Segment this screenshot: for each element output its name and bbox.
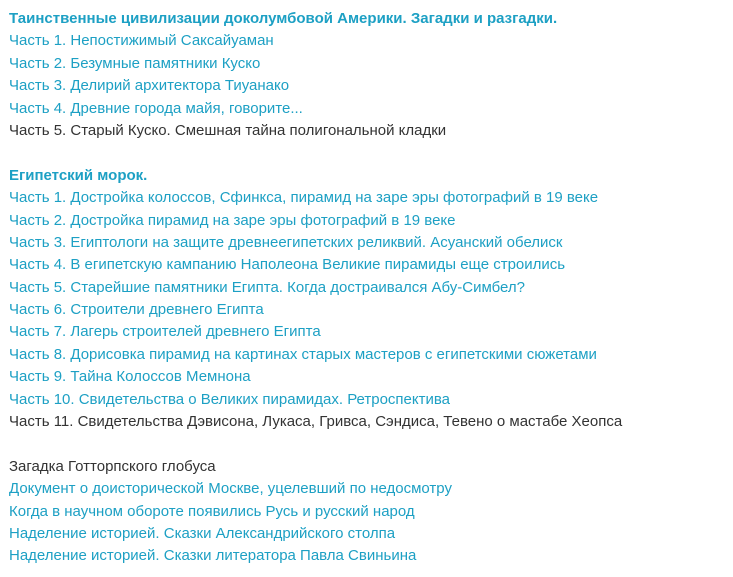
list-item-link[interactable]: Часть 1. Достройка колоссов, Сфинкса, пирамид на заре эры фотографий в 19 веке bbox=[9, 189, 599, 207]
list-item-link[interactable]: Наделение историей. Сказки Александрийского столпа bbox=[9, 524, 396, 542]
list-item-link[interactable]: Часть 10. Свидетельства о Великих пирамидах. Ретроспектива bbox=[9, 390, 451, 408]
list-item-link[interactable]: Часть 1. Непостижимый Саксайуаман bbox=[9, 32, 274, 50]
list-item-current: Часть 11. Свидетельства Дэвисона, Лукаса, Гривса, Сэндиса, Тевено о мастабе Хеопса bbox=[9, 413, 623, 431]
list-item-link[interactable]: Часть 6. Строители древнего Египта bbox=[9, 301, 264, 319]
list-item-link[interactable]: Часть 3. Египтологи на защите древнеегипетских реликвий. Асуанский обелиск bbox=[9, 233, 563, 251]
list-item-link[interactable]: Часть 2. Безумные памятники Куско bbox=[9, 54, 261, 72]
list-item-link[interactable]: Часть 5. Старейшие памятники Египта. Когда достраивался Абу-Симбел? bbox=[9, 278, 525, 296]
list-item-link[interactable]: Часть 4. Древние города майя, говорите... bbox=[9, 99, 303, 117]
section-title-pre-columbian: Таинственные цивилизации доколумбовой Америки. Загадки и разгадки. bbox=[9, 10, 558, 27]
list-item-link[interactable]: Документ о доисторической Москве, уцелевший по недосмотру bbox=[9, 480, 452, 498]
list-item-link[interactable]: Часть 8. Дорисовка пирамид на картинах старых мастеров с египетскими сюжетами bbox=[9, 345, 597, 363]
list-item-link[interactable]: Часть 7. Лагерь строителей древнего Египта bbox=[9, 323, 321, 341]
list-item-link[interactable]: Часть 4. В египетскую кампанию Наполеона Великие пирамиды еще строились bbox=[9, 256, 566, 274]
section-spacer bbox=[9, 433, 733, 455]
list-item-link[interactable]: Часть 9. Тайна Колоссов Мемнона bbox=[9, 368, 251, 386]
list-item-current: Часть 5. Старый Куско. Смешная тайна полигональной кладки bbox=[9, 121, 447, 139]
list-item-link[interactable]: Часть 3. Делирий архитектора Тиуанако bbox=[9, 77, 290, 95]
list-item-link[interactable]: Наделение историей. Сказки литератора Павла Свиньина bbox=[9, 547, 417, 565]
section-spacer bbox=[9, 142, 733, 164]
list-item-current: Загадка Готторпского глобуса bbox=[9, 457, 216, 475]
list-item-link[interactable]: Часть 2. Достройка пирамид на заре эры фотографий в 19 веке bbox=[9, 211, 456, 229]
list-item-link[interactable]: Когда в научном обороте появились Русь и русский народ bbox=[9, 502, 415, 520]
section-title-egyptian: Египетский морок. bbox=[9, 166, 148, 184]
